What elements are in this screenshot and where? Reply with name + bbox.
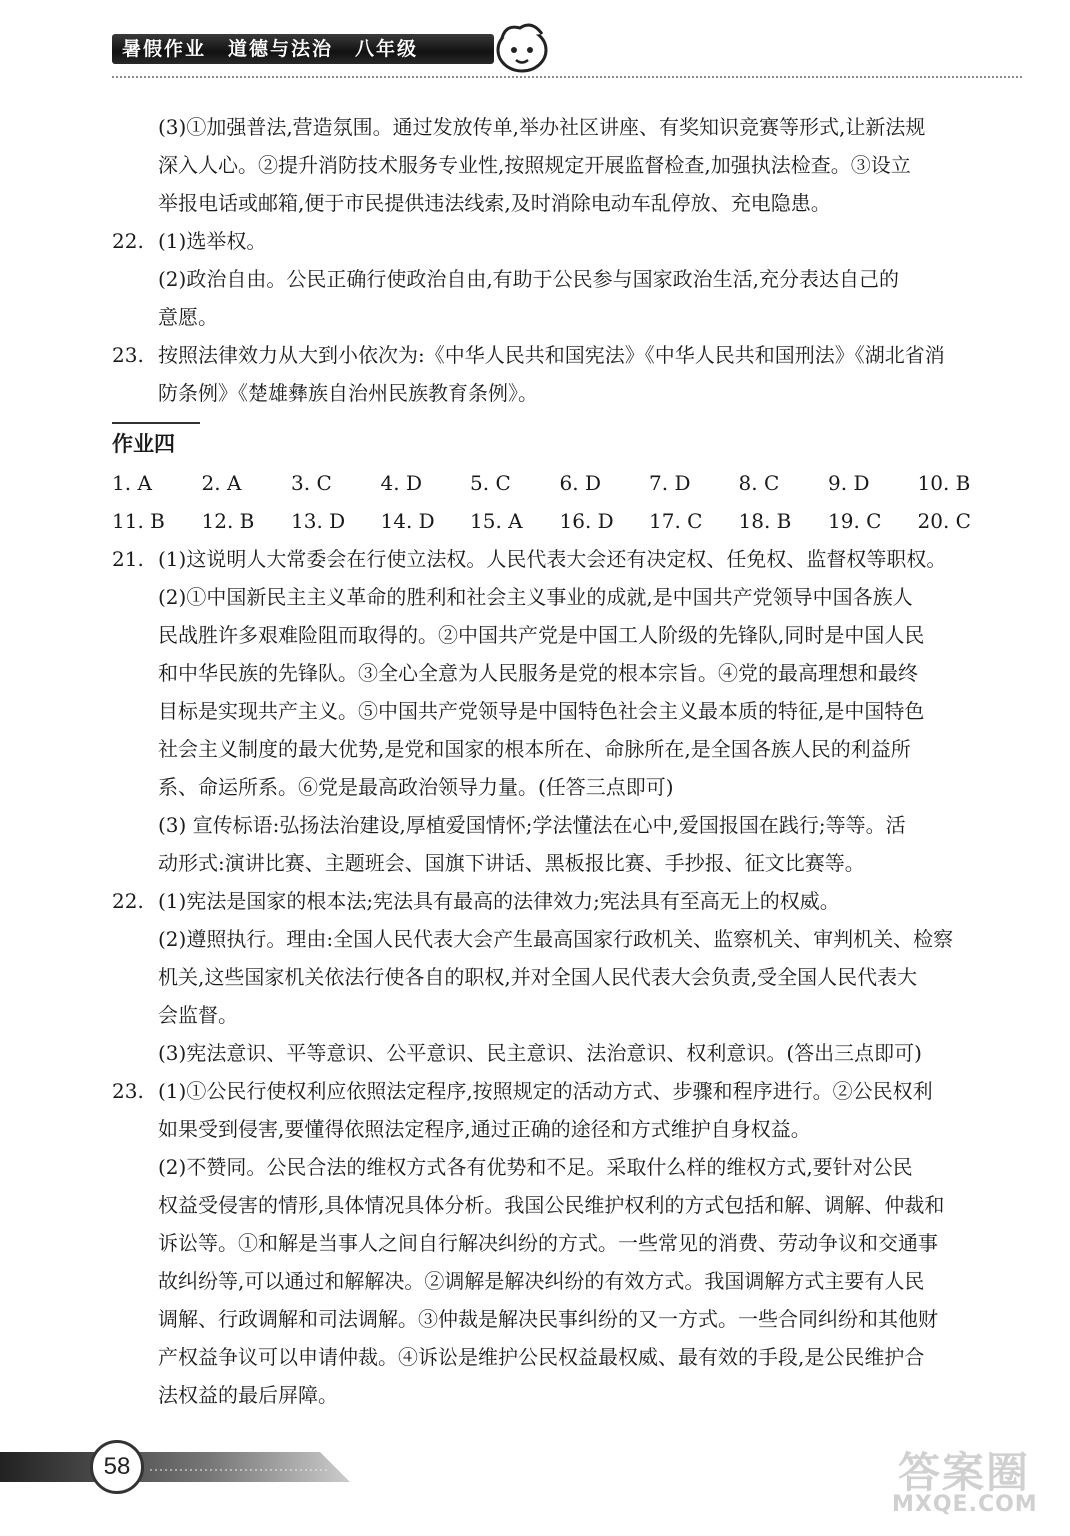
header-banner <box>112 34 494 64</box>
choice-answer: 17. C <box>649 509 703 533</box>
section-title: 作业四 <box>112 422 200 464</box>
text-line: 机关,这些国家机关依法行使各自的职权,并对全国人民代表大会负责,受全国人民代表大 <box>158 965 918 989</box>
choice-answer: 7. D <box>649 471 691 495</box>
text-line: (1)①公民行使权利应依照法定程序,按照规定的活动方式、步骤和程序进行。②公民权利 <box>158 1079 933 1103</box>
text-line: (3)宪法意识、平等意识、公平意识、民主意识、法治意识、权利意识。(答出三点即可) <box>158 1041 922 1065</box>
choice-answer: 13. D <box>291 509 346 533</box>
text-line: 深入人心。②提升消防技术服务专业性,按照规定开展监督检查,加强执法检查。③设立 <box>158 153 911 177</box>
choice-answer: 5. C <box>470 471 511 495</box>
page-footer <box>0 1440 360 1500</box>
text-line: (1)选举权。 <box>158 229 267 253</box>
text-line: (2)政治自由。公民正确行使政治自由,有助于公民参与国家政治生活,充分表达自己的 <box>158 267 900 291</box>
text-line: (3)①加强普法,营造氛围。通过发放传单,举办社区讲座、有奖知识竞赛等形式,让新法规 <box>158 115 926 139</box>
page-number: 58 <box>90 1440 144 1494</box>
question-21-answer <box>112 540 1027 882</box>
choice-answer: 18. B <box>738 509 792 533</box>
header-divider <box>112 76 1022 78</box>
choice-answer: 11. B <box>112 509 165 533</box>
choice-answer: 10. B <box>917 471 971 495</box>
header-title-subject: 道德与法治 <box>228 38 334 60</box>
choice-answer: 6. D <box>559 471 601 495</box>
text-line: 举报电话或邮箱,便于市民提供违法线索,及时消除电动车乱停放、充电隐患。 <box>158 191 831 215</box>
text-line: 防条例》《楚雄彝族自治州民族教育条例》。 <box>158 381 538 405</box>
question-23-answer-set-4 <box>112 1072 1027 1414</box>
question-number: 21. <box>112 547 144 571</box>
text-line: 如果受到侵害,要懂得依照法定程序,通过正确的途径和方式维护自身权益。 <box>158 1117 811 1141</box>
choice-answer: 16. D <box>559 509 614 533</box>
choice-answer: 3. C <box>291 471 332 495</box>
text-line: 社会主义制度的最大优势,是党和国家的根本所在、命脉所在,是全国各族人民的利益所 <box>158 737 911 761</box>
watermark <box>880 1440 1060 1530</box>
text-line: 诉讼等。①和解是当事人之间自行解决纠纷的方式。一些常见的消费、劳动争议和交通事 <box>158 1231 938 1255</box>
text-line: 目标是实现共产主义。⑤中国共产党领导是中国特色社会主义最本质的特征,是中国特色 <box>158 699 925 723</box>
choice-answer: 19. C <box>828 509 882 533</box>
question-22-answer-set-4 <box>112 882 1027 1072</box>
choice-answer: 2. A <box>201 471 242 495</box>
text-line: 会监督。 <box>158 1003 238 1027</box>
text-line: 产权益争议可以申请仲裁。④诉讼是维护公民权益最权威、最有效的手段,是公民维护合 <box>158 1345 925 1369</box>
text-line: 故纠纷等,可以通过和解解决。②调解是解决纠纷的有效方式。我国调解方式主要有人民 <box>158 1269 925 1293</box>
text-line: (2)①中国新民主主义革命的胜利和社会主义事业的成就,是中国共产党领导中国各族人 <box>158 585 913 609</box>
text-line: (2)不赞同。公民合法的维权方式各有优势和不足。采取什么样的维权方式,要针对公民 <box>158 1155 913 1179</box>
text-line: 民战胜许多艰难险阻而取得的。②中国共产党是中国工人阶级的先锋队,同时是中国人民 <box>158 623 925 647</box>
choice-answer: 9. D <box>828 471 870 495</box>
text-line: 法权益的最后屏障。 <box>158 1383 338 1407</box>
question-number: 22. <box>112 889 144 913</box>
page-header <box>112 30 554 68</box>
footer-ribbon <box>0 1440 360 1500</box>
text-line: 和中华民族的先锋队。③全心全意为人民服务是党的根本宗旨。④党的最高理想和最终 <box>158 661 918 685</box>
question-number: 22. <box>112 229 144 253</box>
choice-answer: 8. C <box>738 471 780 495</box>
choice-answer: 4. D <box>380 471 422 495</box>
choice-answer: 20. C <box>917 509 971 533</box>
header-title-grade: 八年级 <box>355 38 419 60</box>
text-line: (1)这说明人大常委会在行使立法权。人民代表大会还有决定权、任免权、监督权等职权。 <box>158 547 947 571</box>
header-title-series: 暑假作业 <box>122 38 207 60</box>
text-line: 动形式:演讲比赛、主题班会、国旗下讲话、黑板报比赛、手抄报、征文比赛等。 <box>158 851 865 875</box>
question-22-answer <box>112 222 1027 336</box>
choice-answer: 14. D <box>380 509 435 533</box>
multiple-choice-answers-row-2 <box>112 502 1027 540</box>
question-number: 23. <box>112 1079 144 1103</box>
mascot-icon <box>492 20 552 76</box>
text-line: 调解、行政调解和司法调解。③仲裁是解决民事纠纷的又一方式。一些合同纠纷和其他财 <box>158 1307 938 1331</box>
choice-answer: 1. A <box>112 471 152 495</box>
choice-answer: 15. A <box>470 509 523 533</box>
text-line: (1)宪法是国家的根本法;宪法具有最高的法律效力;宪法具有至高无上的权威。 <box>158 889 840 913</box>
question-23-answer <box>112 336 1027 412</box>
choice-answer: 12. B <box>201 509 255 533</box>
text-line: 意愿。 <box>158 305 218 329</box>
question-number: 23. <box>112 343 144 367</box>
text-line: 系、命运所系。⑥党是最高政治领导力量。(任答三点即可) <box>158 775 674 799</box>
text-line: (2)遵照执行。理由:全国人民代表大会产生最高国家行政机关、监察机关、审判机关、检察 <box>158 927 954 951</box>
previous-answer-continuation <box>112 108 1027 222</box>
multiple-choice-answers-row-1 <box>112 464 1027 502</box>
text-line: 权益受侵害的情形,具体情况具体分析。我国公民维护权利的方式包括和解、调解、仲裁和 <box>158 1193 945 1217</box>
answer-content <box>112 108 1027 1414</box>
watermark-url: MXQE.COM <box>892 1492 1038 1517</box>
text-line: (3) 宣传标语:弘扬法治建设,厚植爱国情怀;学法懂法在心中,爱国报国在践行;等等。活 <box>158 813 906 837</box>
watermark-logo-text: 答案圈 <box>898 1448 1031 1497</box>
text-line: 按照法律效力从大到小依次为:《中华人民共和国宪法》《中华人民共和国刑法》《湖北省消 <box>158 343 945 367</box>
